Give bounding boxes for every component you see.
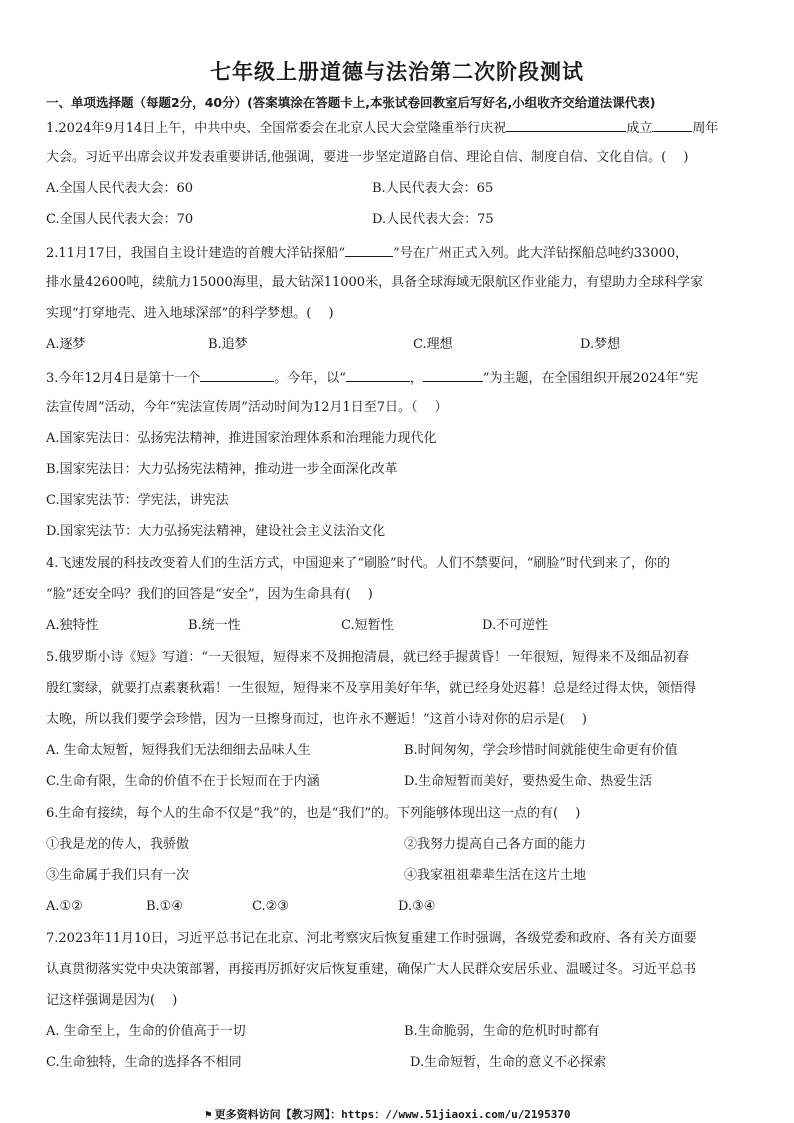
q2-option-a: A.逐梦 <box>46 337 86 352</box>
q2-text-b: ”号在广州正式入列。此大洋钻探船总吨约33000， <box>393 246 689 261</box>
q3-line-1 <box>46 368 698 388</box>
q5-option-b: B.时间匆匆，学会珍惜时间就能使生命更有价值 <box>404 743 678 758</box>
q3-blank-3 <box>423 368 483 382</box>
q1-text-c: 周年 <box>692 121 719 136</box>
q3-option-a: A.国家宪法日：弘扬宪法精神，推进国家治理体系和治理能力现代化 <box>46 431 437 446</box>
q5-line-3: 太晚，所以我们要学会珍惜，因为一旦擦身而过，也许永不邂逅！”这首小诗对你的启示是( ) <box>46 712 587 727</box>
q3-text-d: ”为主题，在全国组织开展2024年“宪 <box>482 371 699 386</box>
q3-blank-1 <box>200 368 274 382</box>
q2-option-d: D.梦想 <box>580 337 621 352</box>
q6-line-1: 6.生命有接续，每个人的生命不仅是“我”的，也是“我们”的。下列能够体现出这一点的有( ) <box>46 806 581 821</box>
q4-option-d: D.不可逆性 <box>482 618 549 633</box>
q6-statement-2: ②我努力提高自己各方面的能力 <box>404 837 587 852</box>
q5-line-2: 殷红窦绿，就要打点素裹秋霜！一生很短，短得来不及享用美好年华，就已经身处迟暮！总是经过得太快，领悟得 <box>46 681 697 696</box>
q5-option-d: D.生命短暂而美好，要热爱生命、热爱生活 <box>404 774 653 789</box>
q3-option-d: D.国家宪法节：大力弘扬宪法精神，建设社会主义法治文化 <box>46 524 386 539</box>
q7-option-a: A. 生命至上，生命的价值高于一切 <box>46 1024 246 1039</box>
q3-line-2: 法宣传周”活动，今年“宪法宣传周”活动时间为12月1日至7日。（ ） <box>46 400 448 415</box>
q1-text-a: 1.2024年9月14日上午，中共中央、全国常委会在北京人民大会堂隆重举行庆祝 <box>46 121 507 136</box>
q3-text-a: 3.今年12月4日是第十一个 <box>46 371 201 386</box>
q6-option-a: A.①② <box>46 899 83 914</box>
q7-line-1: 7.2023年11月10日，习近平总书记在北京、河北考察灾后恢复重建工作时强调，各级党委和政府、各有关方面要 <box>46 931 697 946</box>
q6-statement-4: ④我家祖祖辈辈生活在这片土地 <box>404 868 587 883</box>
q2-line-1 <box>46 243 688 263</box>
footer-text: 更多资料访问【教习网】：https：//www.51jiaoxi.com/u/2195370 <box>214 1108 571 1121</box>
q3-text-b: 。今年，以“ <box>274 371 346 386</box>
q3-text-c: ， <box>409 371 423 386</box>
q1-option-c: C.全国人民代表大会：70 <box>46 212 194 227</box>
q1-option-d: D.人民代表大会：75 <box>372 212 494 227</box>
q6-statement-1: ①我是龙的传人，我骄傲 <box>46 837 190 852</box>
q1-option-a: A.全国人民代表大会：60 <box>46 181 194 196</box>
q3-option-b: B.国家宪法日：大力弘扬宪法精神，推动进一步全面深化改革 <box>46 462 398 477</box>
q6-option-c: C.②③ <box>252 899 289 914</box>
q2-option-c: C.理想 <box>413 337 453 352</box>
q3-option-c: C.国家宪法节：学宪法，讲宪法 <box>46 493 229 508</box>
q2-text-a: 2.11月17日，我国自主设计建造的首艘大洋钻探船“ <box>46 246 346 261</box>
q2-line-2: 排水量42600吨，续航力15000海里，最大钻深11000米，具备全球海域无限航区作业能力，有望助力全球科学家 <box>46 275 704 290</box>
q5-option-a: A. 生命太短暂，短得我们无法细细去品味人生 <box>46 743 311 758</box>
q7-option-c: C.生命独特，生命的选择各不相同 <box>46 1055 242 1070</box>
q6-statement-3: ③生命属于我们只有一次 <box>46 868 190 883</box>
q6-option-b: B.①④ <box>146 899 183 914</box>
q7-line-3: 记这样强调是因为( ) <box>46 993 178 1008</box>
q5-option-c: C.生命有限，生命的价值不在于长短而在于内涵 <box>46 774 320 789</box>
q4-option-c: C.短暂性 <box>341 618 394 633</box>
flag-icon: ⚑ <box>205 1108 212 1121</box>
q2-line-3: 实现“打穿地壳、进入地球深部”的科学梦想。( ) <box>46 306 334 321</box>
q2-blank <box>345 243 393 257</box>
q1-blank-1 <box>506 118 626 132</box>
q1-line-2: 大会。习近平出席会议并发表重要讲话,他强调，要进一步坚定道路自信、理论自信、制度自信、文化自信。( ) <box>46 150 689 165</box>
q7-option-b: B.生命脆弱，生命的危机时时都有 <box>404 1024 600 1039</box>
q4-line-1: 4.飞速发展的科技改变着人们的生活方式，中国迎来了“刷脸”时代。人们不禁要问，“刷脸”时代到来了，你的 <box>46 556 670 571</box>
q7-line-2: 认真贯彻落实党中央决策部署，再接再厉抓好灾后恢复重建，确保广大人民群众安居乐业、温暖过冬。习近平总书 <box>46 962 697 977</box>
q6-option-d: D.③④ <box>398 899 436 914</box>
q1-option-b: B.人民代表大会：65 <box>372 181 494 196</box>
q4-option-a: A.独特性 <box>46 618 99 633</box>
section-heading: 一、单项选择题（每题2分，40分）(答案填涂在答题卡上,本张试卷回教室后写好名,小组收齐交给道法课代表) <box>46 95 656 110</box>
footer-link[interactable] <box>205 1106 571 1122</box>
q5-line-1: 5.俄罗斯小诗《短》写道：“一天很短，短得来不及拥抱清晨，就已经手握黄昏！一年很短，短得来不及细品初春 <box>46 650 690 665</box>
q2-option-b: B.追梦 <box>208 337 248 352</box>
q1-line-1 <box>46 118 718 138</box>
q1-blank-2 <box>652 118 692 132</box>
q7-option-d: D.生命短暂，生命的意义不必探索 <box>410 1055 607 1070</box>
q1-text-b: 成立 <box>626 121 653 136</box>
q4-option-b: B.统一性 <box>188 618 241 633</box>
q4-line-2: “脸”还安全吗？我们的回答是“安全”，因为生命具有( ) <box>46 587 373 602</box>
q3-blank-2 <box>346 368 410 382</box>
page-title: 七年级上册道德与法治第二次阶段测试 <box>210 60 584 84</box>
